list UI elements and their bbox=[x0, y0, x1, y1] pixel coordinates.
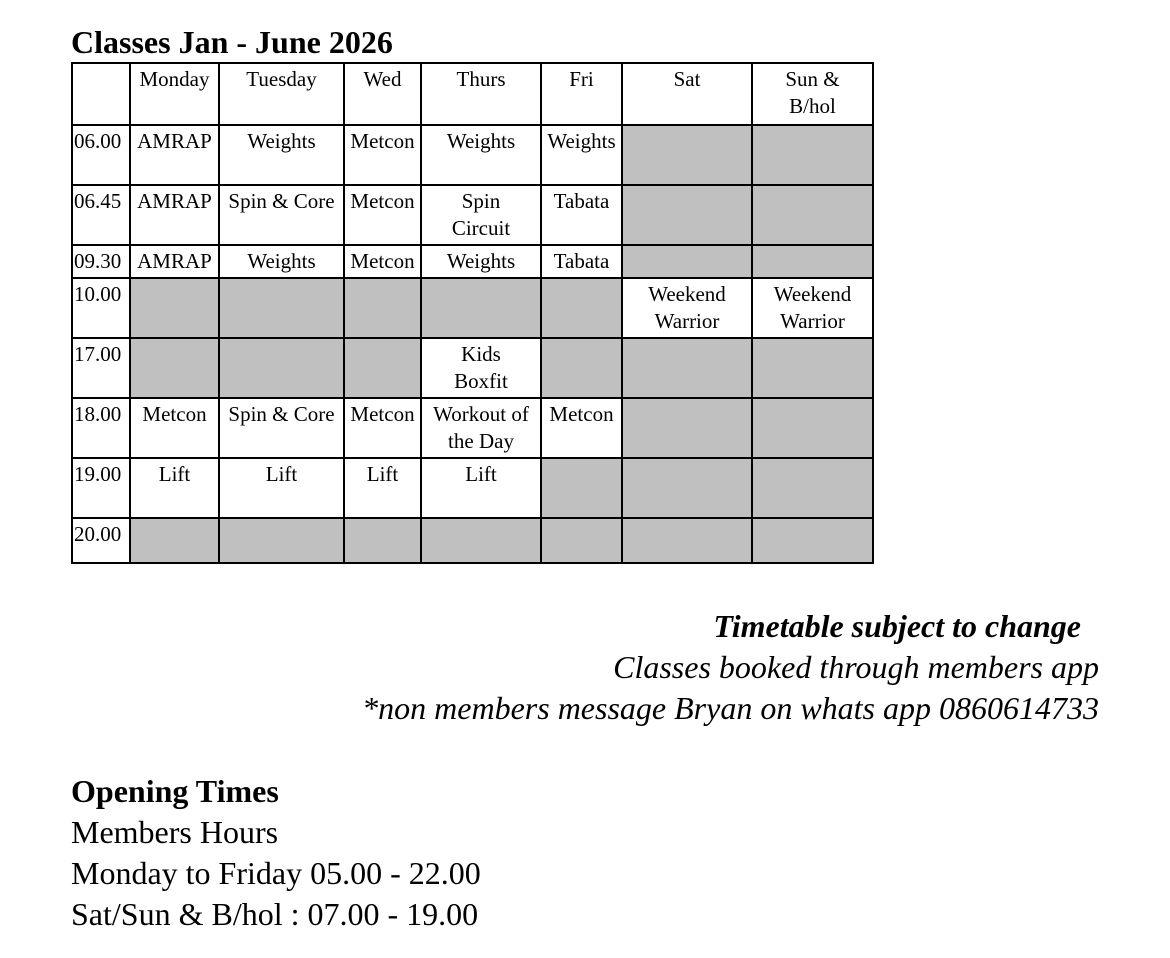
weekend-hours: Sat/Sun & B/hol : 07.00 - 19.00 bbox=[71, 896, 479, 932]
class-timetable bbox=[71, 62, 874, 564]
class-cell: Kids Boxfit bbox=[421, 338, 541, 398]
day-header: Fri bbox=[541, 63, 622, 125]
empty-slot bbox=[752, 458, 873, 518]
empty-slot bbox=[421, 518, 541, 563]
time-slot: 20.00 bbox=[72, 518, 130, 563]
timetable-row bbox=[72, 458, 873, 518]
opening-times-heading: Opening Times bbox=[71, 773, 279, 809]
empty-slot bbox=[752, 125, 873, 185]
class-cell: Weights bbox=[219, 125, 344, 185]
class-cell: Metcon bbox=[541, 398, 622, 458]
class-cell: Metcon bbox=[344, 125, 421, 185]
class-cell: Weights bbox=[421, 125, 541, 185]
class-cell: Weights bbox=[421, 245, 541, 278]
booking-note: Classes booked through members app bbox=[613, 649, 1099, 685]
empty-slot bbox=[344, 338, 421, 398]
time-slot: 18.00 bbox=[72, 398, 130, 458]
empty-slot bbox=[622, 518, 752, 563]
class-cell: AMRAP bbox=[130, 185, 219, 245]
empty-slot bbox=[541, 338, 622, 398]
empty-slot bbox=[752, 398, 873, 458]
empty-slot bbox=[752, 245, 873, 278]
empty-slot bbox=[752, 338, 873, 398]
class-cell: Weights bbox=[219, 245, 344, 278]
empty-slot bbox=[219, 518, 344, 563]
opening-times-section bbox=[71, 771, 481, 935]
day-header: Sun & B/hol bbox=[752, 63, 873, 125]
time-slot: 06.00 bbox=[72, 125, 130, 185]
time-slot: 17.00 bbox=[72, 338, 130, 398]
page-title: Classes Jan - June 2026 bbox=[71, 24, 393, 60]
time-slot: 06.45 bbox=[72, 185, 130, 245]
timetable-row bbox=[72, 125, 873, 185]
class-cell: Spin & Core bbox=[219, 185, 344, 245]
day-header: Monday bbox=[130, 63, 219, 125]
class-cell: AMRAP bbox=[130, 125, 219, 185]
class-cell: Tabata bbox=[541, 185, 622, 245]
members-hours-label: Members Hours bbox=[71, 814, 279, 850]
notice-subject-to-change: Timetable subject to change bbox=[713, 608, 1081, 644]
class-cell: Weights bbox=[541, 125, 622, 185]
timetable-row bbox=[72, 278, 873, 338]
weekday-hours: Monday to Friday 05.00 - 22.00 bbox=[71, 855, 481, 891]
time-slot: 09.30 bbox=[72, 245, 130, 278]
class-cell: Metcon bbox=[344, 185, 421, 245]
empty-slot bbox=[541, 278, 622, 338]
time-slot: 10.00 bbox=[72, 278, 130, 338]
empty-slot bbox=[622, 458, 752, 518]
empty-slot bbox=[130, 338, 219, 398]
empty-slot bbox=[219, 338, 344, 398]
timetable-row bbox=[72, 398, 873, 458]
empty-slot bbox=[130, 278, 219, 338]
timetable-row bbox=[72, 518, 873, 563]
class-cell: Metcon bbox=[130, 398, 219, 458]
corner-cell bbox=[72, 63, 130, 125]
empty-slot bbox=[130, 518, 219, 563]
empty-slot bbox=[541, 518, 622, 563]
class-cell: Tabata bbox=[541, 245, 622, 278]
timetable-row bbox=[72, 245, 873, 278]
class-cell: Spin Circuit bbox=[421, 185, 541, 245]
empty-slot bbox=[622, 125, 752, 185]
day-header: Wed bbox=[344, 63, 421, 125]
timetable-row bbox=[72, 338, 873, 398]
class-cell: Lift bbox=[130, 458, 219, 518]
class-cell: Workout of the Day bbox=[421, 398, 541, 458]
empty-slot bbox=[219, 278, 344, 338]
class-cell: Lift bbox=[344, 458, 421, 518]
empty-slot bbox=[752, 185, 873, 245]
timetable-row bbox=[72, 185, 873, 245]
empty-slot bbox=[622, 185, 752, 245]
class-cell: Weekend Warrior bbox=[752, 278, 873, 338]
class-cell: Lift bbox=[421, 458, 541, 518]
class-cell: AMRAP bbox=[130, 245, 219, 278]
class-cell: Metcon bbox=[344, 245, 421, 278]
day-header-row bbox=[72, 63, 873, 125]
empty-slot bbox=[622, 245, 752, 278]
empty-slot bbox=[541, 458, 622, 518]
empty-slot bbox=[752, 518, 873, 563]
empty-slot bbox=[622, 398, 752, 458]
empty-slot bbox=[421, 278, 541, 338]
time-slot: 19.00 bbox=[72, 458, 130, 518]
non-member-contact-note: *non members message Bryan on whats app 0860614733 bbox=[362, 690, 1099, 726]
class-cell: Lift bbox=[219, 458, 344, 518]
empty-slot bbox=[344, 278, 421, 338]
day-header: Sat bbox=[622, 63, 752, 125]
class-cell: Spin & Core bbox=[219, 398, 344, 458]
class-cell: Weekend Warrior bbox=[622, 278, 752, 338]
empty-slot bbox=[344, 518, 421, 563]
day-header: Thurs bbox=[421, 63, 541, 125]
class-cell: Metcon bbox=[344, 398, 421, 458]
day-header: Tuesday bbox=[219, 63, 344, 125]
timetable-notes bbox=[362, 606, 1099, 729]
empty-slot bbox=[622, 338, 752, 398]
